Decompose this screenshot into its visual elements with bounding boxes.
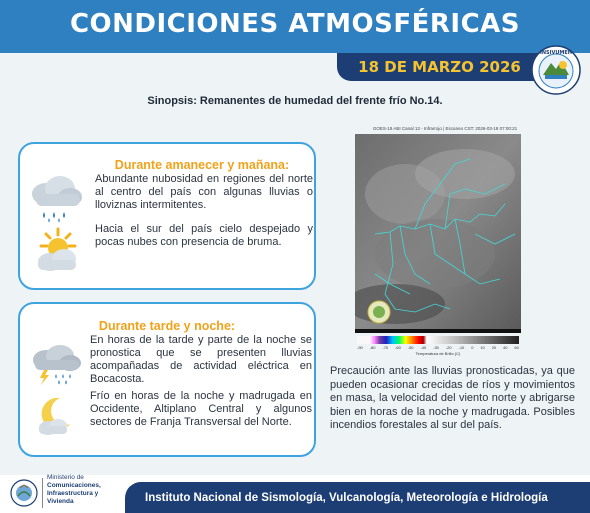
colorbar-label: Temperatura de Brillo (C) [415,351,461,356]
colorbar-tick: 40 [503,345,508,350]
temperature-colorbar [357,336,519,344]
colorbar-tick: 60 [514,345,519,350]
afternoon-paragraph-2: Frío en horas de la noche y madrugada en Occidente, Altiplano Central y algunos sectores de Franja Transversal del Norte. [90,390,312,428]
colorbar-tick: 20 [491,345,497,350]
afternoon-title: Durante tarde y noche: [98,319,236,333]
footer-divider [42,478,43,508]
colorbar-tick: 0 [471,345,474,350]
morning-title: Durante amanecer y mañana: [114,158,290,172]
rain-cloud-icon [26,172,86,224]
satellite-image [355,134,521,333]
colorbar-tick: -90 [357,345,363,350]
afternoon-card [18,302,316,457]
colorbar-tick: -50 [407,345,414,350]
date-badge: 18 DE MARZO 2026 [337,53,542,81]
afternoon-paragraph-1: En horas de la tarde y parte de la noche se pronostica que se presenten lluvias acompañadas de actividad eléctrica en Bocacosta. [90,334,312,385]
ministry-line-2: Comunicaciones, [47,482,101,489]
page-title: CONDICIONES ATMOSFÉRICAS [69,9,521,39]
satellite-caption: GOES-19 ABI Canal 13 - Infrarrojo | Escaneo CST: 2026-03-18 07:00:21 [372,126,518,131]
svg-text:INSIVUMEH: INSIVUMEH [539,50,573,56]
colorbar-tick: -40 [420,345,427,350]
header-banner [0,0,590,53]
sun-cloud-icon [28,226,88,276]
colorbar-tick: -20 [445,345,452,350]
morning-paragraph-2: Hacia el sur del país cielo despejado y pocas nubes con presencia de bruma. [95,223,313,248]
ministry-name [47,474,127,506]
synopsis-text: Sinopsis: Remanentes de humedad del frente frío No.14. [147,95,443,107]
moon-cloud-icon [30,394,82,438]
thunderstorm-icon [26,344,84,386]
colorbar-tick: -10 [458,345,465,350]
morning-card [18,142,316,290]
colorbar-tick: 10 [480,345,485,350]
institute-name: Instituto Nacional de Sismología, Vulcanología, Meteorología e Hidrología [125,482,590,513]
insivumeh-logo [531,45,581,95]
morning-paragraph-1: Abundante nubosidad en regiones del norte al centro del país con algunas lluvias o lloviznas intermitentes. [95,173,313,211]
colorbar-tick: -80 [369,345,376,350]
ministry-line-4: Vivienda [47,498,74,505]
colorbar-tick: -70 [382,345,389,350]
colorbar-tick: -30 [433,345,439,350]
colorbar-ticks [357,345,519,350]
ministry-line-1: Ministerio de [47,474,84,481]
warning-text: Precaución ante las lluvias pronosticadas, ya que pueden ocasionar crecidas de ríos y movimientos en masa, la velocidad del viento norte y abrigarse bien en horas de la noche y madrugada. Posibles incendios forestales al sur del país. [330,365,575,431]
guatemala-coat-of-arms-icon [8,478,40,508]
colorbar-tick: -60 [395,345,401,350]
ministry-line-3: Infraestructura y [47,490,99,497]
